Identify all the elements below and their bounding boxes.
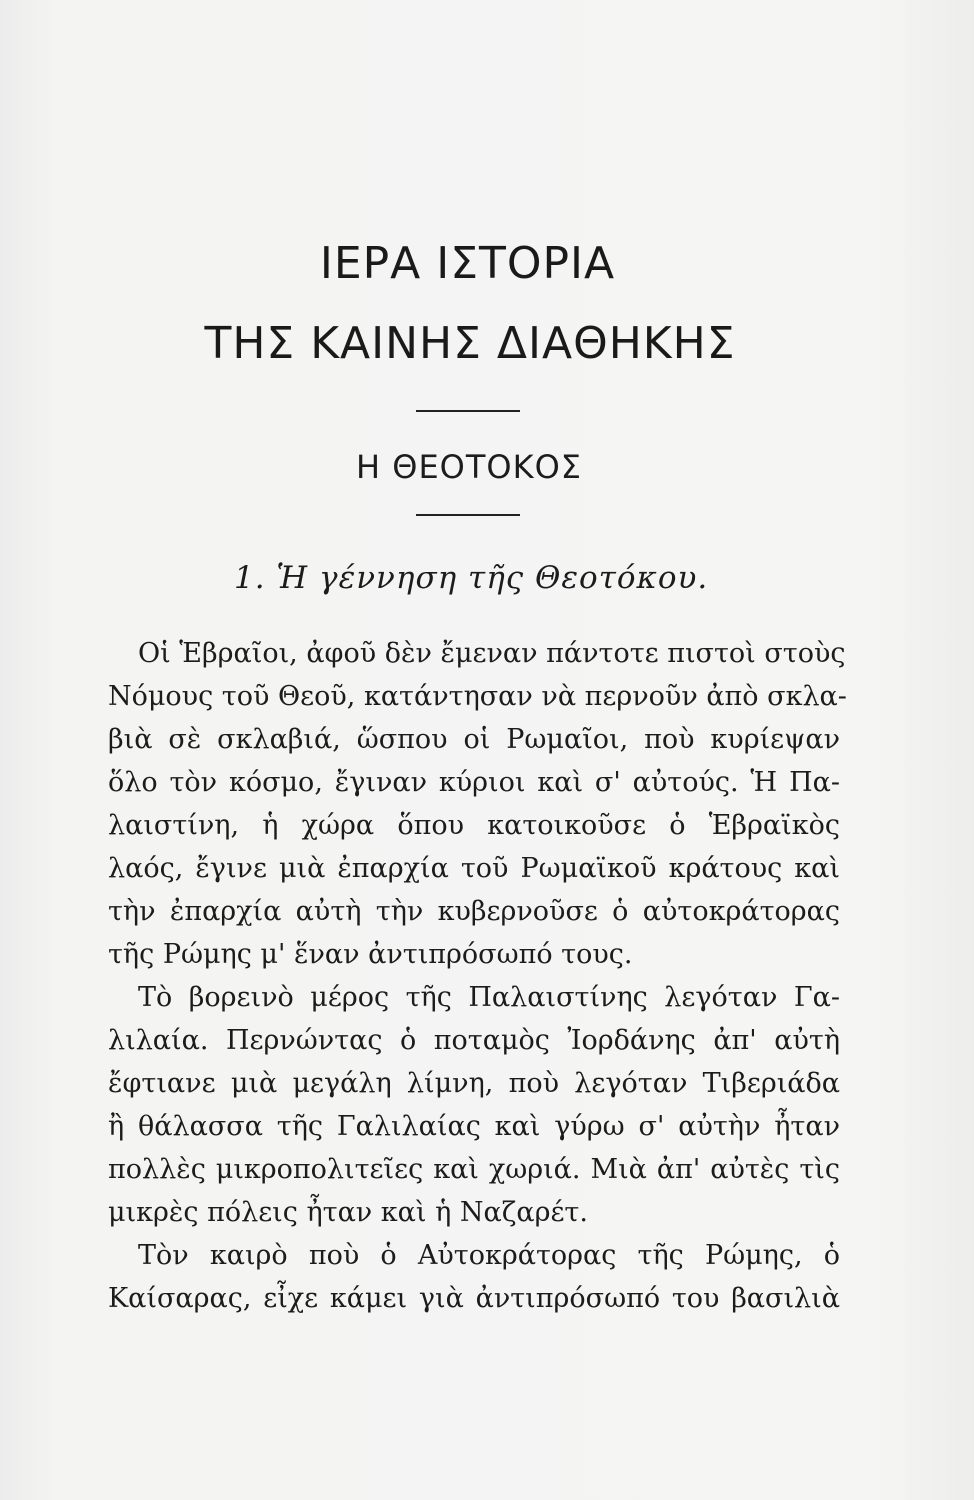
- text-line: βιὰ σὲ σκλαβιά, ὥσπου οἱ Ρωμαῖοι, ποὺ κυρίεψαν: [108, 724, 840, 755]
- text-line: τὴν ἐπαρχία αὐτὴ τὴν κυβερνοῦσε ὁ αὐτοκράτορας: [108, 896, 840, 927]
- book-title-line-1: ΙΕΡΑ ΙΣΤΟΡΙΑ: [319, 238, 616, 289]
- chapter-heading: 1. Ἡ γέννηση τῆς Θεοτόκου.: [234, 560, 709, 596]
- text-line: Οἱ Ἑβραῖοι, ἀφοῦ δὲν ἔμεναν πάντοτε πιστοὶ στοὺς: [138, 638, 846, 669]
- text-line: ἢ θάλασσα τῆς Γαλιλαίας καὶ γύρω σ' αὐτὴν ἦταν: [108, 1111, 840, 1142]
- text-line: λιλαία. Περνώντας ὁ ποταμὸς Ἰορδάνης ἀπ' αὐτὴ: [108, 1025, 840, 1056]
- text-line: λαιστίνη, ἡ χώρα ὅπου κατοικοῦσε ὁ Ἑβραϊκὸς: [108, 810, 840, 841]
- text-line: Καίσαρας, εἶχε κάμει γιὰ ἀντιπρόσωπό του βασιλιὰ: [108, 1283, 840, 1314]
- text-line: Νόμους τοῦ Θεοῦ, κατάντησαν νὰ περνοῦν ἀπὸ σκλα-: [108, 681, 847, 712]
- text-line: Τὸν καιρὸ ποὺ ὁ Αὐτοκράτορας τῆς Ρώμης, ὁ: [138, 1240, 840, 1271]
- book-title-line-2: ΤΗΣ ΚΑΙΝΗΣ ΔΙΑΘΗΚΗΣ: [204, 318, 736, 369]
- section-title: Η ΘΕΟΤΟΚΟΣ: [356, 448, 582, 486]
- text-line: πολλὲς μικροπολιτεῖες καὶ χωριά. Μιὰ ἀπ' αὐτὲς τὶς: [108, 1154, 840, 1185]
- text-line: Τὸ βορεινὸ μέρος τῆς Παλαιστίνης λεγόταν Γα-: [138, 982, 840, 1013]
- text-line: τῆς Ρώμης μ' ἕναν ἀντιπρόσωπό τους.: [108, 939, 633, 970]
- ornamental-rule-top: [416, 410, 520, 412]
- text-line: ὅλο τὸν κόσμο, ἔγιναν κύριοι καὶ σ' αὐτούς. Ἡ Πα-: [108, 767, 840, 798]
- text-line: ἔφτιανε μιὰ μεγάλη λίμνη, ποὺ λεγόταν Τιβεριάδα: [108, 1068, 840, 1099]
- ornamental-rule-bottom: [416, 514, 520, 516]
- text-line: μικρὲς πόλεις ἦταν καὶ ἡ Ναζαρέτ.: [108, 1197, 588, 1228]
- text-line: λαός, ἔγινε μιὰ ἐπαρχία τοῦ Ρωμαϊκοῦ κράτους καὶ: [108, 853, 840, 884]
